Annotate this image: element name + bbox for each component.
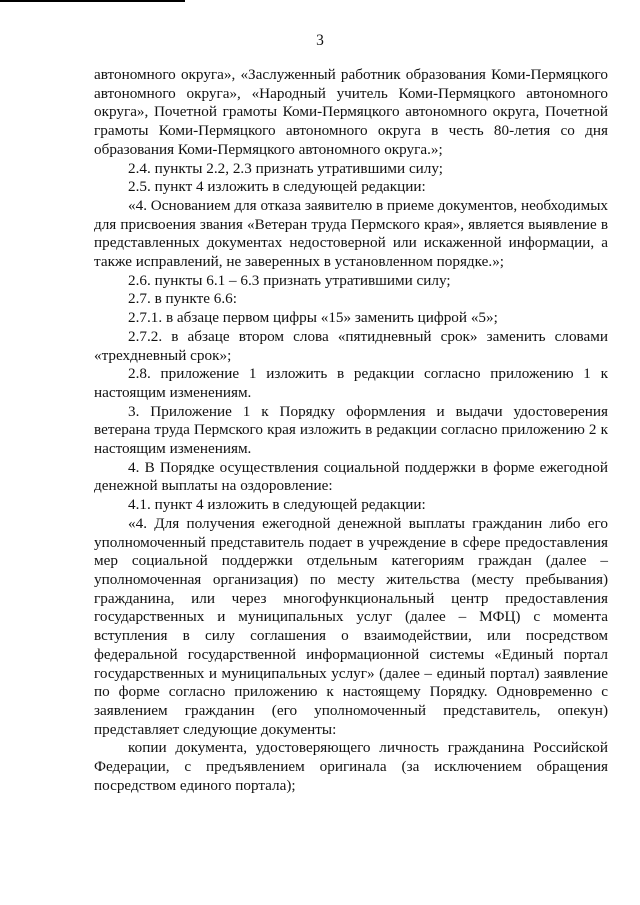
page-number: 3 [316,32,324,49]
paragraph: копии документа, удостоверяющего личность гражданина Российской Федерации, с предъявлением оригинала (за исключением обращения посредством единого портала); [94,739,608,794]
paragraph: 2.8. приложение 1 изложить в редакции согласно приложению 1 к настоящим изменениям. [94,365,608,401]
paragraph: «4. Для получения ежегодной денежной выплаты гражданин либо его уполномоченный представитель подает в учреждение в сфере предоставления мер социальной поддержки отдельным категориям граждан (далее – уполномоченная организация) по месту жительства (месту пребывания) гражданина, или через многофункциональный центр предоставления государственных и муниципальных услуг (далее – МФЦ) с момента вступления в силу соглашения о взаимодействии, или посредством федеральной государственной информационной системы «Единый портал государственных и муниципальных услуг» (далее – единый портал) заявление по форме согласно приложению к настоящему Порядку. Одновременно с заявлением гражданин (его уполномоченный представитель, опекун) представляет следующие документы: [94,514,608,738]
paragraph: 4. В Порядке осуществления социальной поддержки в форме ежегодной денежной выплаты на оздоровление: [94,458,608,495]
paragraph: 2.5. пункт 4 изложить в следующей редакции: [128,178,426,196]
paragraph: 2.7. в пункте 6.6: [128,290,237,308]
paragraph: 2.6. пункты 6.1 – 6.3 признать утратившими силу; [128,271,451,289]
top-rule [0,0,185,2]
paragraph: «4. Основанием для отказа заявителю в приеме документов, необходимых для присвоения звания «Ветеран труда Пермского края», является выявление в представленных документах недостоверной или искаженной информации, а также исправлений, не заверенных в установленном порядке.»; [94,196,608,271]
paragraph: 4.1. пункт 4 изложить в следующей редакции: [128,496,426,514]
paragraph: 2.4. пункты 2.2, 2.3 признать утратившими силу; [128,159,443,177]
paragraph: 2.7.1. в абзаце первом цифры «15» заменить цифрой «5»; [128,309,498,327]
paragraph: 2.7.2. в абзаце втором слова «пятидневный срок» заменить словами «трехдневный срок»; [94,327,608,364]
document-body [94,66,608,795]
paragraph: 3. Приложение 1 к Порядку оформления и выдачи удостоверения ветерана труда Пермского края изложить в редакции согласно приложению 2 к настоящим изменениям. [94,402,608,458]
paragraph: автономного округа», «Заслуженный работник образования Коми-Пермяцкого автономного округа», «Народный учитель Коми-Пермяцкого автономного округа», Почетной грамоты Коми-Пермяцкого автономного округа, Почетной грамоты Коми-Пермяцкого автономного округа в честь 80-летия со дня образования Коми-Пермяцкого автономного округа.»; [94,66,608,158]
